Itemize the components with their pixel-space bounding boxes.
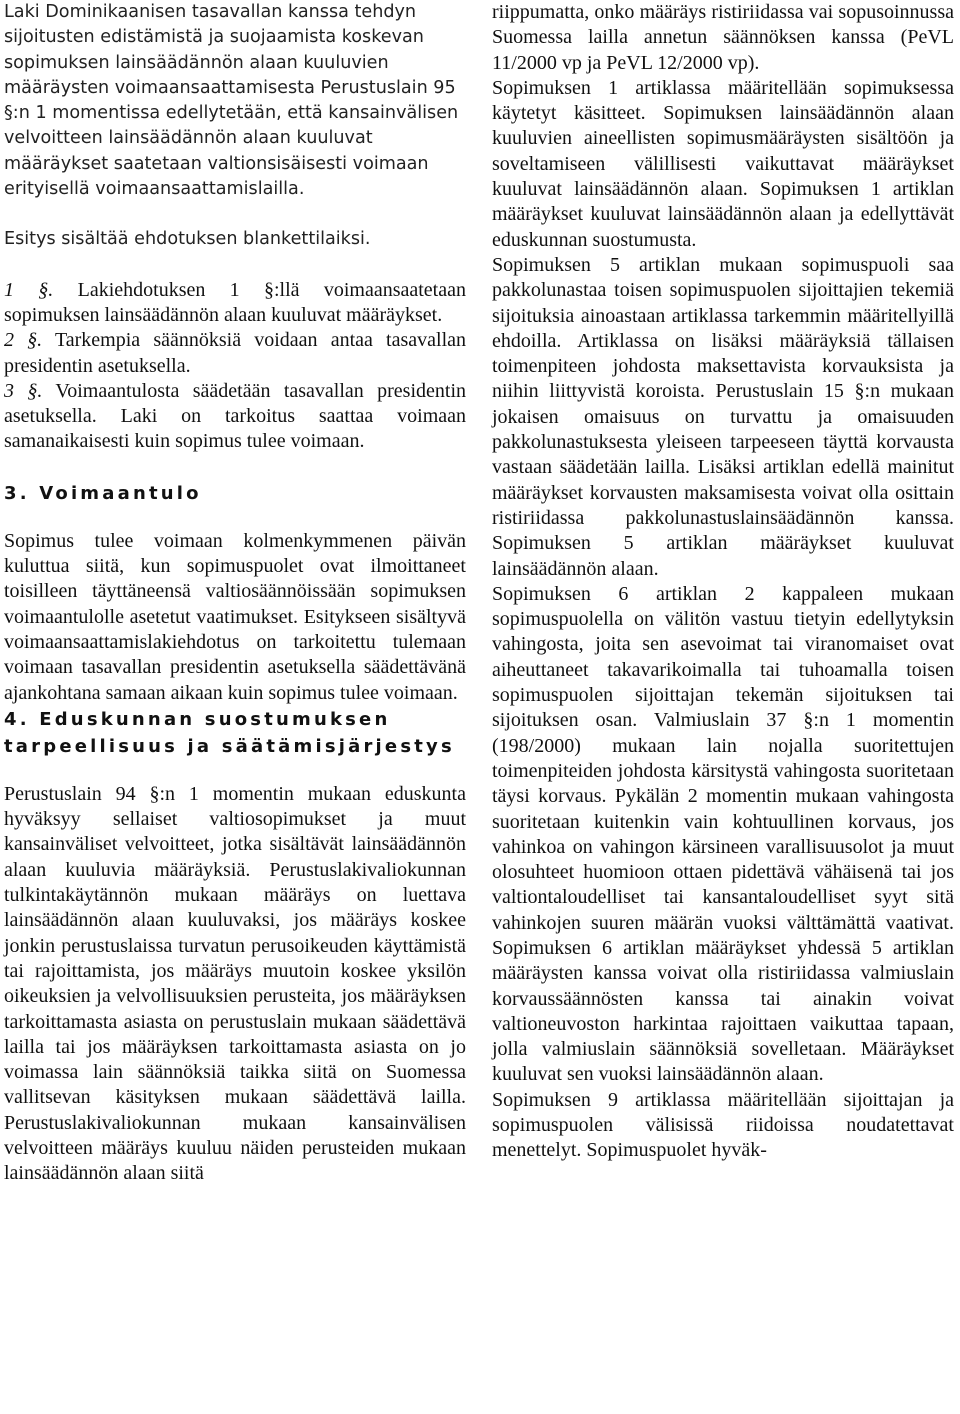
article-5-paragraph: Sopimuksen 5 artiklan mukaan sopimuspuoli saa pakkolunastaa toisen sopimuspuolen sijoittajien tekemiä sijoituksia ainoastaan artiklassa tarkemmin määritellyillä ehdoilla. Artiklassa on lisäksi määräyksiä tällaisen toimenpiteen johdosta maksettavista korvauksista ja niihin liittyvistä koroista. Perustuslain 15 §:n mukaan jokaisen omaisuus on turvattu ja omaisuuden pakkolunastuksesta yleiseen tarpeeseen täyttä korvausta vastaan säädetään lailla. Lisäksi artiklan edellä mainitut määräykset korvausten maksamisesta voivat olla osittain ristiriidassa pakkolunastuslainsäädännön kanssa. Sopimuksen 5 artiklan määräykset kuuluvat lainsäädännön alaan. bbox=[492, 253, 954, 580]
heading-voimaantulo: 3. Voimaantulo bbox=[4, 482, 202, 504]
section-1-paragraph bbox=[4, 278, 466, 329]
heading-suostumus-line2: tarpeellisuus ja säätämisjärjestys bbox=[4, 735, 455, 757]
section-3-text: Voimaantulosta säädetään tasavallan presidentin asetuksella. Laki on tarkoitus saattaa voimaan samanaikaisesti kuin sopimus tulee voimaan. bbox=[4, 379, 467, 453]
section-1-text: Lakiehdotuksen 1 §:llä voimaansaatetaan sopimuksen lainsäädännön alaan kuuluvat määräykset. bbox=[4, 278, 466, 326]
intro-paragraph: Laki Dominikaanisen tasavallan kanssa tehdyn sijoitusten edistämistä ja suojaamista koskevan sopimuksen lainsäädännön alaan kuuluvien määräysten voimaansaattamisesta Perustuslain 95 §:n 1 momentissa edellytetään, että kansainvälisen velvoitteen lainsäädännön alaan kuuluvat määräykset saatetaan valtionsisäisesti voimaan erityisellä voimaansaattamislailla. bbox=[4, 2, 459, 200]
perustuslaki-paragraph: Perustuslain 94 §:n 1 momentin mukaan eduskunta hyväksyy sellaiset valtiosopimukset ja muut kansainväliset velvoitteet, jotka sisältävät lainsäädännön alaan kuuluvia määräyksiä. Perustuslakivaliokunnan tulkintakäytännön mukaan määräys on luettava lainsäädännön alaan kuuluvaksi, jos määräys koskee jonkin perustuslaissa turvatun perusoikeuden käyttämistä tai rajoittamista, jos määräys muutoin koskee yksilön oikeuksien ja velvollisuuksien perusteita, jos määräyksen tarkoittamasta asiasta on perustuslain mukaan säädettävä lailla tai jos määräyksen tarkoittamasta asiasta on jo voimassa lain säännöksiä taikka siitä on Suomessa vallitsevan käsityksen mukaan säädettävä lailla. Perustuslakivaliokunnan mukaan kansainvälisen velvoitteen määräys kuuluu näiden perusteiden mukaan lainsäädännön alaan siitä bbox=[4, 782, 466, 1185]
right-column bbox=[492, 0, 954, 1414]
section-2-text: Tarkempia säännöksiä voidaan antaa tasavallan presidentin asetuksella. bbox=[4, 329, 467, 377]
left-column bbox=[4, 0, 466, 1414]
article-9-paragraph: Sopimuksen 9 artiklassa määritellään sijoittajan ja sopimuspuolen välisissä riidoissa noudatettavat menettelyt. Sopimuspuolet hyväk- bbox=[492, 1088, 954, 1162]
section-1-number: 1 §. bbox=[4, 278, 54, 301]
blanket-law-note: Esitys sisältää ehdotuksen blankettilaiksi. bbox=[4, 229, 371, 250]
continuation-paragraph: riippumatta, onko määräys ristiriidassa vai sopusoinnussa Suomessa lailla annetun säännöksen kanssa (PeVL 11/2000 vp ja PeVL 12/2000 vp). bbox=[492, 1, 954, 74]
article-1-paragraph: Sopimuksen 1 artiklassa määritellään sopimuksessa käytetyt käsitteet. Sopimuksen lainsäädännön alaan kuuluvien aineellisten sopimusmääräysten sisältöön ja soveltamiseen välillisesti vaikuttavat määräykset kuuluvat lainsäädännön alaan. Sopimuksen 1 artiklan määräykset kuuluvat lainsäädännön alaan ja edellyttävät eduskunnan suostumusta. bbox=[492, 76, 954, 251]
voimaantulo-paragraph: Sopimus tulee voimaan kolmenkymmenen päivän kuluttua siitä, kun sopimuspuolet ovat ilmoittaneet toisilleen täyttäneensä valtiosäännöissään sopimuksen voimaantulolle asetetut vaatimukset. Esitykseen sisältyvä voimaansaattamislakiehdotus on tarkoitettu tulemaan voimaan tasavallan presidentin asetuksella säädettävänä ajankohtana samaan aikaan kuin sopimus tulee voimaan. bbox=[4, 529, 466, 704]
section-3-paragraph bbox=[4, 379, 466, 455]
section-2-number: 2 §. bbox=[4, 329, 43, 352]
article-6-paragraph: Sopimuksen 6 artiklan 2 kappaleen mukaan sopimuspuolella on välitön vastuu tietyin edellytyksin vahingosta, joita sen asevoimat tai viranomaiset ovat aiheuttaneet takavarikoimalla tai tuhoamalla toisen sopimuspuolen sijoittajan tekemän sijoituksen tai sijoituksen osan. Valmiuslain 37 §:n 1 momentin (198/2000) mukaan lain nojalla suoritettujen toimenpiteiden johdosta kärsitystä vahingosta suoritetaan täysi korvaus. Pykälän 2 momentin mukaan vahingosta suoritetaan kuitenkin vain kohtuullinen korvaus, jos vahinkoa on vahingon kärsineen varallisuusolot ja muut olosuhteet huomioon ottaen pidettävä vähäisenä tai jos valtiontaloudelliset tai kansantaloudelliset syyt sitä vahinkojen suuren määrän vuoksi välttämättä vaativat. Sopimuksen 6 artiklan määräykset yhdessä 5 artiklan määräysten kanssa voivat olla ristiriidassa valmiuslain korvaussäännösten kanssa tai ainakin voivat valtioneuvoston harkintaa rajoittaen vaikuttaa tapaan, jolla valmiuslain säännöksiä sovelletaan. Määräykset kuuluvat sen vuoksi lainsäädännön alaan. bbox=[492, 582, 954, 1086]
section-3-number: 3 §. bbox=[4, 379, 43, 402]
section-2-paragraph bbox=[4, 328, 466, 379]
heading-suostumus-line1: 4. Eduskunnan suostumuksen bbox=[4, 708, 391, 730]
